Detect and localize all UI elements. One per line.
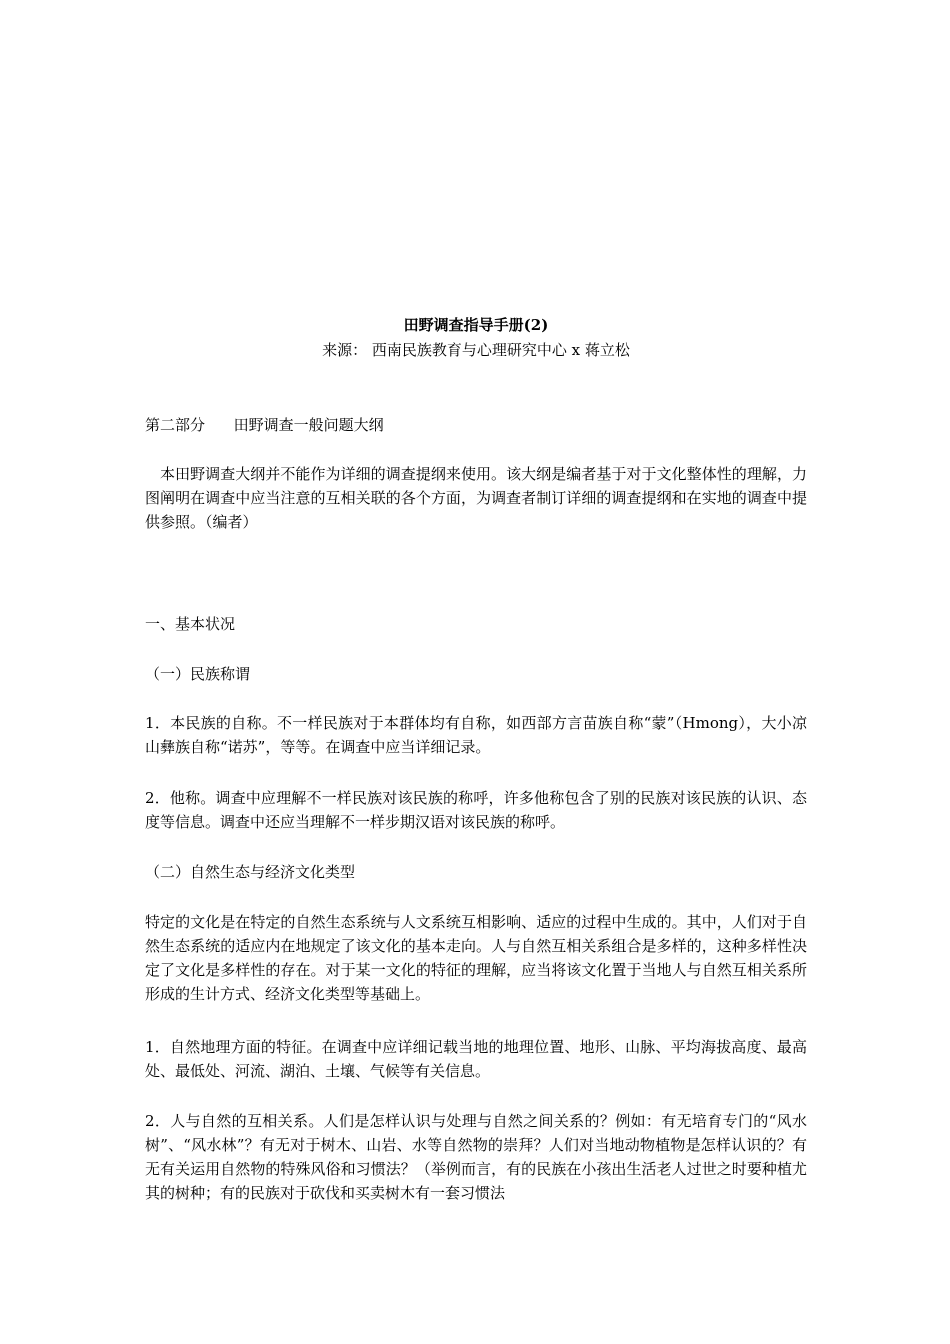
intro-paragraph: 本田野调查大纲并不能作为详细的调查提纲来使用。该大纲是编者基于对于文化整体性的理解，力图阐明在调查中应当注意的互相关联的各个方面，为调查者制订详细的调查提纲和在实地的调查中提供参照。（编者） bbox=[145, 465, 807, 531]
subsection-heading-ethnic-names: （一）民族称谓 bbox=[145, 665, 251, 683]
paragraph-natural-geography: 1．自然地理方面的特征。在调查中应详细记载当地的地理位置、地形、山脉、平均海拔高度、最高处、最低处、河流、湖泊、土壤、气候等有关信息。 bbox=[145, 1038, 807, 1080]
paragraph-ecology-intro: 特定的文化是在特定的自然生态系统与人文系统互相影响、适应的过程中生成的。其中，人们对于自然生态系统的适应内在地规定了该文化的基本走向。人与自然互相关系组合是多样的，这种多样性决定了文化是多样性的存在。对于某一文化的特征的理解，应当将该文化置于当地人与自然互相关系所形成的生计方式、经济文化类型等基础上。 bbox=[145, 913, 807, 1003]
paragraph-human-nature-relation: 2．人与自然的互相关系。人们是怎样认识与处理与自然之间关系的？例如：有无培育专门的“风水树”、“风水林”？有无对于树木、山岩、水等自然物的崇拜？人们对当地动物植物是怎样认识的？有无有关运用自然物的特殊风俗和习惯法？（举例而言，有的民族在小孩出生活老人过世之时要种植尤其的树种；有的民族对于砍伐和买卖树木有一套习惯法 bbox=[145, 1112, 807, 1202]
subsection-heading-ecology-economy: （二）自然生态与经济文化类型 bbox=[145, 863, 356, 881]
document-source-line: 来源： 西南民族教育与心理研究中心 x 蒋立松 bbox=[322, 341, 630, 359]
paragraph-self-name: 1．本民族的自称。不一样民族对于本群体均有自称，如西部方言苗族自称“蒙”（Hmong），大小凉山彝族自称“诺苏”，等等。在调查中应当详细记录。 bbox=[145, 714, 807, 756]
section-heading-basic-status: 一、基本状况 bbox=[145, 615, 236, 633]
part-heading: 第二部分 田野调查一般问题大纲 bbox=[145, 416, 384, 434]
paragraph-other-name: 2．他称。调查中应理解不一样民族对该民族的称呼，许多他称包含了别的民族对该民族的认识、态度等信息。调查中还应当理解不一样步期汉语对该民族的称呼。 bbox=[145, 789, 807, 831]
document-title: 田野调查指导手册(2) bbox=[403, 316, 549, 334]
